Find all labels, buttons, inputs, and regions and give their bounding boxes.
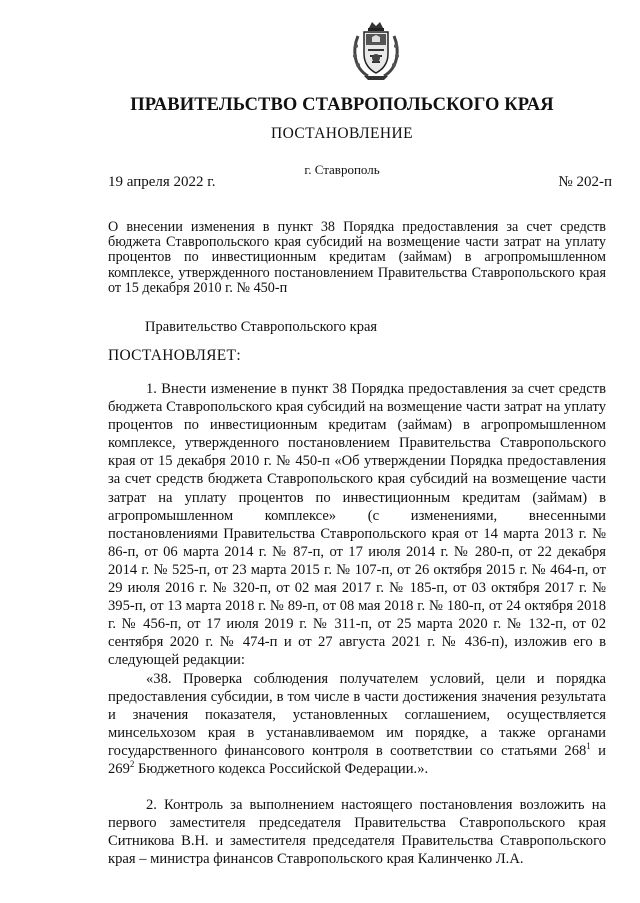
coat-of-arms-emblem: [350, 18, 402, 82]
superscript-2: 2: [129, 759, 135, 770]
document-date: 19 апреля 2022 г.: [108, 174, 216, 190]
amendment-text-and: и 269: [108, 742, 606, 777]
amendment-text-end: Бюджетного кодекса Российской Федерации.».: [134, 760, 429, 777]
document-number: № 202-п: [558, 174, 612, 190]
paragraph-2: 2. Контроль за выполнением настоящего постановления возложить на первого заместителя председателя Правительства Ставропольского края Ситникова В.Н. и заместителя председателя Правительства Ставропольского края – министра финансов Ставропольского края Калинченко Л.А.: [108, 797, 606, 868]
resolves-heading: ПОСТАНОВЛЯЕТ:: [108, 347, 241, 364]
government-title: ПРАВИТЕЛЬСТВО СТАВРОПОЛЬСКОГО КРАЯ: [130, 95, 554, 115]
document-body: [108, 380, 606, 868]
superscript-1: 1: [586, 741, 591, 752]
document-subject: О внесении изменения в пункт 38 Порядка предоставления за счет средств бюджета Ставропольского края субсидий на возмещение части затрат на уплату процентов по инвестиционным кредитам (займам) в агропромышленном комплексе, утвержденного постановлением Правительства Ставропольского края от 15 декабря 2010 г. № 450-п: [108, 219, 606, 296]
paragraph-amendment-text: [108, 670, 606, 779]
city-name: г. Ставрополь: [304, 162, 380, 177]
coat-of-arms-icon: [350, 18, 402, 82]
issuer-line: Правительство Ставропольского края: [145, 319, 378, 335]
document-type: ПОСТАНОВЛЕНИЕ: [271, 125, 413, 142]
paragraph-1: 1. Внести изменение в пункт 38 Порядка предоставления за счет средств бюджета Ставропольского края субсидий на возмещение части затрат на уплату процентов по инвестиционным кредитам (займам) в агропромышленном комплексе, утвержденного постановлением Правительства Ставропольского края от 15 декабря 2010 г. № 450-п «Об утверждении Порядка предоставления за счет средств бюджета Ставропольского края субсидий на возмещение части затрат на уплату процентов по инвестиционным кредитам (займам) в агропромышленном комплексе» (с изменениями, внесенными постановлениями Правительства Ставропольского края от 14 марта 2013 г. № 86-п, от 06 марта 2014 г. № 87-п, от 17 июля 2014 г. № 280-п, от 22 декабря 2014 г. № 525-п, от 23 марта 2015 г. № 107-п, от 26 октября 2015 г. № 464-п, от 29 июля 2016 г. № 320-п, от 02 мая 2017 г. № 185-п, от 03 октября 2017 г. № 395-п, от 13 марта 2018 г. № 89-п, от 08 мая 2018 г. № 180-п, от 24 октября 2018 г. № 456-п, от 17 июля 2019 г. № 311-п, от 25 марта 2020 г. № 132-п, от 02 сентября 2020 г. № 474-п и от 27 августа 2021 г. № 436-п), изложив его в следующей редакции:: [108, 381, 606, 669]
amendment-text-main: «38. Проверка соблюдения получателем условий, цели и порядка предоставления субсидии, в том числе в части достижения значения результата и значения показателя, установленных соглашением, осуществляется минсельхозом края в устанавливаемом им порядке, а также органами государственного финансового контроля в соответствии со статьями 268: [108, 670, 606, 759]
